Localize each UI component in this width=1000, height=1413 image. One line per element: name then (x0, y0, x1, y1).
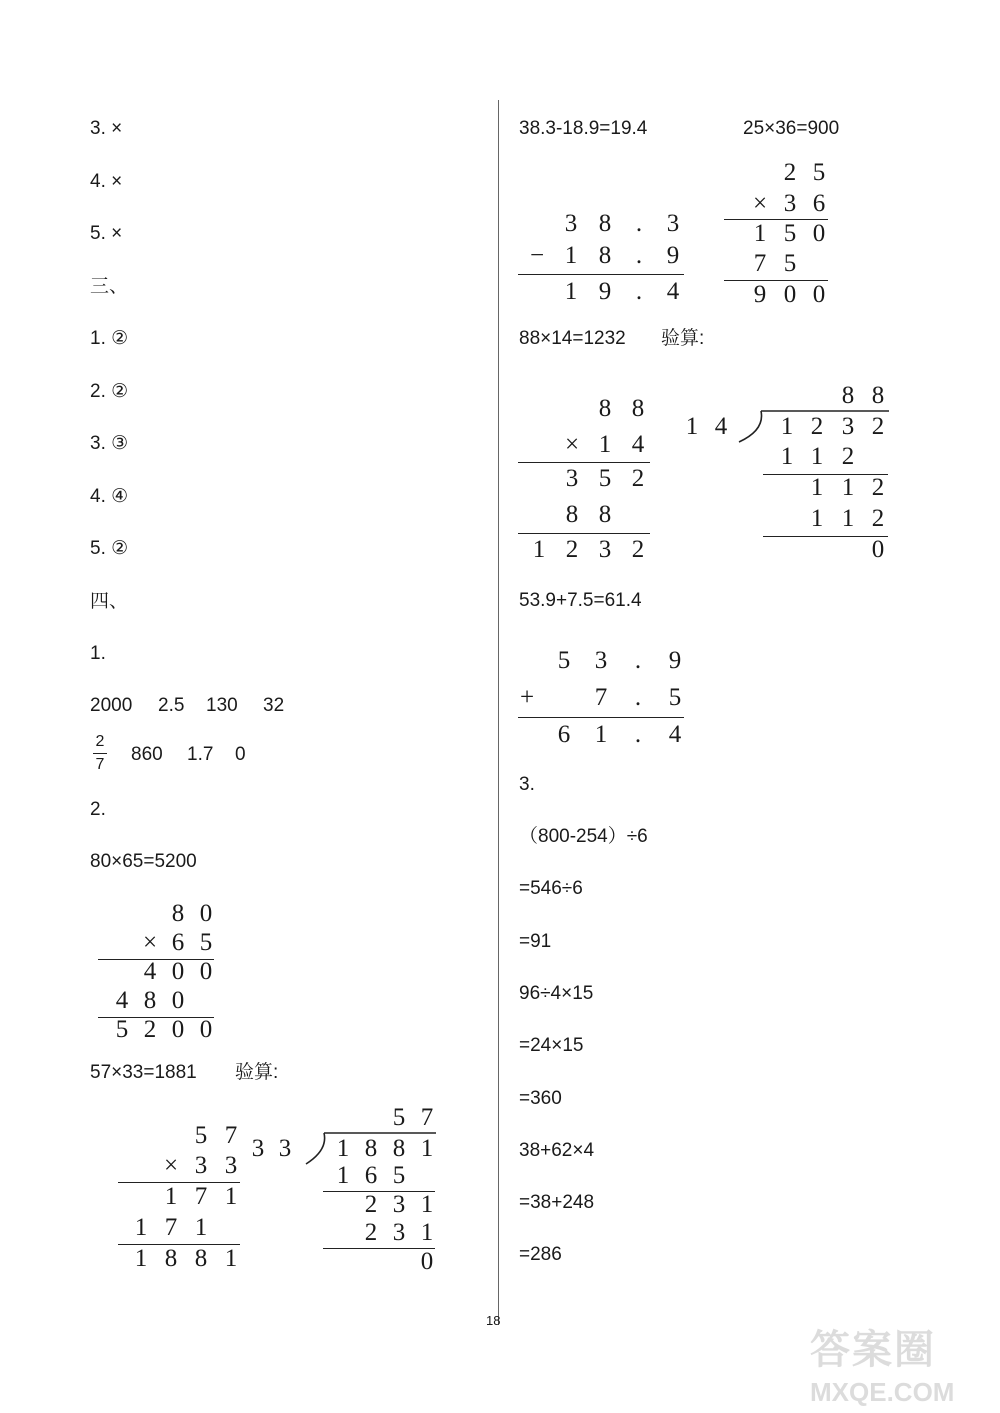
digit: 9 (753, 281, 767, 308)
digit: 1 (134, 1245, 148, 1272)
decimal-point: . (635, 210, 643, 237)
digit: 9 (598, 278, 612, 305)
digit: 5 (115, 1016, 129, 1043)
digit: 1 (532, 536, 546, 563)
answer-2000: 2000 (90, 695, 133, 716)
digit: 3 (564, 210, 578, 237)
step-line: =91 (519, 931, 552, 952)
digit: 2 (631, 536, 645, 563)
question-3-label: 3. (519, 774, 535, 795)
digit: 1 (224, 1183, 238, 1210)
times-sign: × (163, 1152, 179, 1179)
divisor-digit: 3 (251, 1135, 265, 1162)
rule-line (518, 533, 650, 534)
equation-subtraction: 38.3-18.9=19.4 (519, 118, 648, 139)
decimal-point: . (634, 647, 642, 674)
rule-line (518, 462, 650, 463)
step-digit: 3 (392, 1219, 406, 1246)
digit: 3 (783, 190, 797, 217)
decimal-point: . (634, 684, 642, 711)
digit: 2 (783, 159, 797, 186)
digit: 8 (171, 900, 185, 927)
watermark-top-text: 答案圈 (810, 1328, 936, 1372)
digit: 2 (143, 1016, 157, 1043)
check-label: 验算: (235, 1062, 279, 1083)
digit: 6 (812, 190, 826, 217)
question-2-label: 2. (90, 799, 106, 820)
digit: 3 (594, 647, 608, 674)
digit: 0 (171, 958, 185, 985)
choice-item-2: 2. ② (90, 381, 129, 402)
quotient-digit: 8 (841, 382, 855, 409)
digit: 3 (666, 210, 680, 237)
dividend-digit: 1 (780, 413, 794, 440)
step-digit: 2 (871, 505, 885, 532)
step-digit: 6 (364, 1162, 378, 1189)
equation-25x36: 25×36=900 (743, 118, 840, 139)
judge-item-5: 5. × (90, 223, 123, 244)
digit: 7 (753, 250, 767, 277)
times-sign: × (142, 929, 158, 956)
step-line: 38+62×4 (519, 1140, 595, 1161)
decimal-point: . (635, 242, 643, 269)
digit: 8 (598, 501, 612, 528)
digit: 5 (194, 1122, 208, 1149)
digit: 7 (164, 1214, 178, 1241)
digit: 1 (224, 1245, 238, 1272)
digit: 1 (134, 1214, 148, 1241)
step-digit: 1 (810, 505, 824, 532)
digit: 0 (199, 1016, 213, 1043)
quotient-digit: 7 (420, 1104, 434, 1131)
step-digit: 1 (810, 474, 824, 501)
step-line: =38+248 (519, 1192, 595, 1213)
check-label: 验算: (661, 328, 705, 349)
digit: 5 (557, 647, 571, 674)
answer-130: 130 (206, 695, 238, 716)
decimal-point: . (635, 278, 643, 305)
digit: 5 (783, 220, 797, 247)
section-3-title: 三、 (90, 276, 129, 297)
digit: 4 (631, 431, 645, 458)
digit: 7 (224, 1122, 238, 1149)
choice-item-3: 3. ③ (90, 433, 129, 454)
digit: 2 (565, 536, 579, 563)
fraction-2-7 (93, 733, 107, 774)
judge-item-4: 4. × (90, 171, 123, 192)
column-divider (498, 100, 499, 1325)
step-digit: 5 (392, 1162, 406, 1189)
step-line: （800-254）÷6 (519, 826, 648, 847)
digit: 8 (631, 395, 645, 422)
digit: 6 (171, 929, 185, 956)
digit: 3 (194, 1152, 208, 1179)
step-digit: 1 (810, 443, 824, 470)
quotient-digit: 5 (392, 1104, 406, 1131)
digit: 3 (598, 536, 612, 563)
divisor-digit: 3 (278, 1135, 292, 1162)
digit: 0 (812, 220, 826, 247)
fraction-numerator: 2 (95, 733, 105, 750)
judge-item-3: 3. × (90, 118, 123, 139)
digit: 5 (668, 684, 682, 711)
step-line: =286 (519, 1244, 562, 1265)
step-digit: 2 (841, 443, 855, 470)
fraction-bar (93, 753, 107, 754)
digit: 9 (668, 647, 682, 674)
dividend-digit: 1 (420, 1135, 434, 1162)
digit: 0 (199, 958, 213, 985)
step-line: 96÷4×15 (519, 983, 594, 1004)
section-4-title: 四、 (90, 591, 129, 612)
choice-item-4: 4. ④ (90, 486, 129, 507)
digit: 4 (668, 721, 682, 748)
equation-88x14: 88×14=1232 (519, 328, 626, 349)
answer-860: 860 (131, 744, 163, 765)
dividend-digit: 3 (841, 413, 855, 440)
digit: 8 (598, 242, 612, 269)
digit: 3 (565, 465, 579, 492)
step-line: =360 (519, 1088, 562, 1109)
digit: 5 (199, 929, 213, 956)
step-digit: 3 (392, 1191, 406, 1218)
answer-32: 32 (263, 695, 285, 716)
choice-item-5: 5. ② (90, 538, 129, 559)
divisor-digit: 1 (685, 413, 699, 440)
equation-57x33: 57×33=1881 (90, 1062, 197, 1083)
digit: 4 (666, 278, 680, 305)
decimal-point: . (634, 721, 642, 748)
digit: 5 (783, 250, 797, 277)
digit: 0 (171, 987, 185, 1014)
digit: 1 (194, 1214, 208, 1241)
digit: 8 (565, 501, 579, 528)
digit: 1 (564, 278, 578, 305)
digit: 1 (753, 220, 767, 247)
digit: 2 (631, 465, 645, 492)
step-digit: 2 (364, 1191, 378, 1218)
step-digit: 1 (420, 1219, 434, 1246)
digit: 1 (594, 721, 608, 748)
digit: 7 (594, 684, 608, 711)
digit: 3 (224, 1152, 238, 1179)
step-digit: 1 (420, 1191, 434, 1218)
page-number: 18 (486, 1313, 501, 1328)
watermark-logo (810, 1318, 990, 1408)
dividend-digit: 8 (364, 1135, 378, 1162)
step-digit: 2 (871, 474, 885, 501)
digit: 8 (598, 210, 612, 237)
dividend-digit: 1 (336, 1135, 350, 1162)
equation-addition: 53.9+7.5=61.4 (519, 590, 642, 611)
fraction-denominator: 7 (95, 756, 105, 773)
answer-1-7: 1.7 (187, 744, 214, 765)
digit: 6 (557, 721, 571, 748)
digit: 1 (598, 431, 612, 458)
divisor-digit: 4 (714, 413, 728, 440)
plus-sign: + (519, 684, 535, 711)
digit: 0 (171, 1016, 185, 1043)
step-digit: 1 (780, 443, 794, 470)
rule-line (518, 274, 684, 275)
answer-2-5: 2.5 (158, 695, 185, 716)
step-line: =546÷6 (519, 878, 583, 899)
digit: 5 (598, 465, 612, 492)
digit: 4 (143, 958, 157, 985)
dividend-digit: 8 (392, 1135, 406, 1162)
answer-0: 0 (235, 744, 246, 765)
digit: 8 (598, 395, 612, 422)
digit: 0 (783, 281, 797, 308)
times-sign: × (564, 431, 580, 458)
remainder-digit: 0 (420, 1248, 434, 1275)
step-digit: 1 (841, 474, 855, 501)
quotient-digit: 8 (871, 382, 885, 409)
digit: 8 (143, 987, 157, 1014)
rule-line (518, 717, 684, 718)
remainder-digit: 0 (871, 536, 885, 563)
question-1-label: 1. (90, 643, 106, 664)
minus-sign: − (529, 242, 545, 269)
step-digit: 1 (336, 1162, 350, 1189)
times-sign: × (752, 190, 768, 217)
dividend-digit: 2 (810, 413, 824, 440)
digit: 5 (812, 159, 826, 186)
digit: 1 (164, 1183, 178, 1210)
watermark-bottom-text: MXQE.COM (810, 1377, 955, 1407)
digit: 7 (194, 1183, 208, 1210)
step-line: =24×15 (519, 1035, 584, 1056)
step-digit: 2 (364, 1219, 378, 1246)
digit: 9 (666, 242, 680, 269)
digit: 4 (115, 987, 129, 1014)
step-digit: 1 (841, 505, 855, 532)
digit: 1 (564, 242, 578, 269)
choice-item-1: 1. ② (90, 328, 129, 349)
dividend-digit: 2 (871, 413, 885, 440)
digit: 8 (194, 1245, 208, 1272)
digit: 0 (199, 900, 213, 927)
digit: 0 (812, 281, 826, 308)
digit: 8 (164, 1245, 178, 1272)
equation-80x65: 80×65=5200 (90, 851, 197, 872)
